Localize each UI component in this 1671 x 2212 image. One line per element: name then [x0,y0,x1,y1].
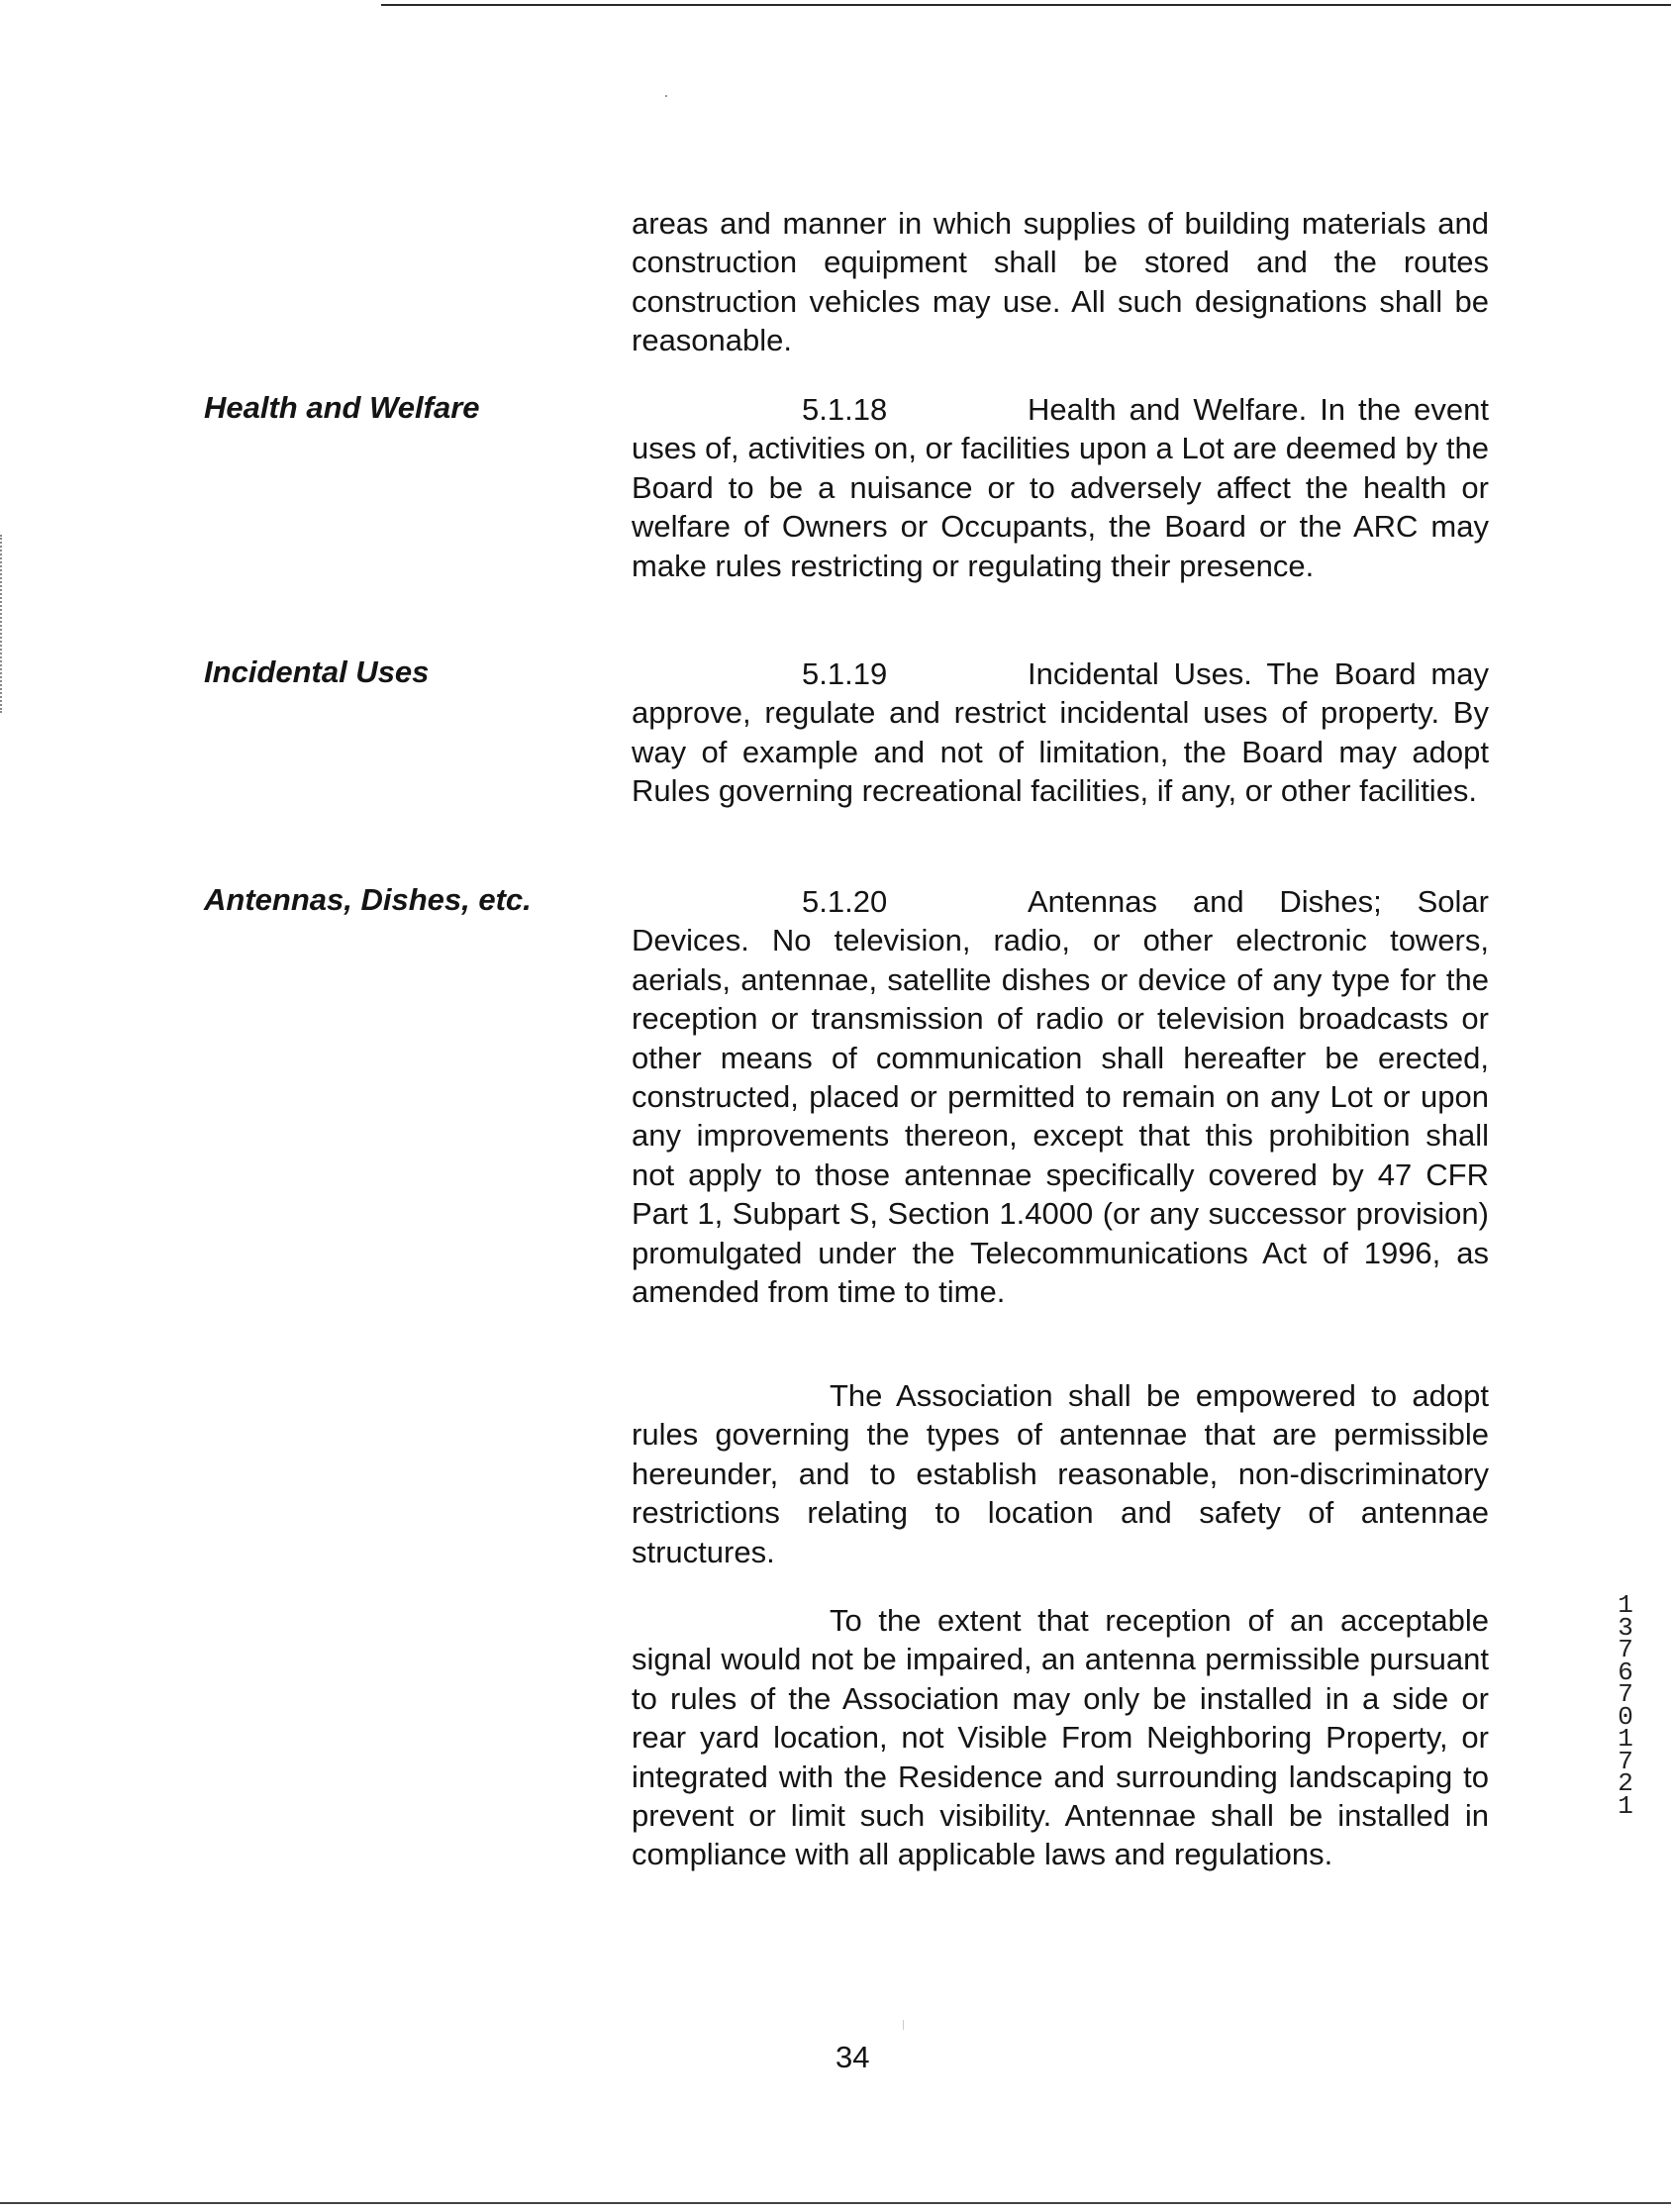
section-number: 5.1.18 [802,392,888,427]
section-text: Incidental Uses. The Board may approve, regulate and restrict incidental uses of property. By way of example and not of limitation, the Board may adopt Rules governing recreational facilities, if any, or other facilities. [632,656,1489,809]
section-text: Health and Welfare. In the event uses of, activities on, or facilities upon a Lot are deemed by the Board to be a nuisance or to adversely affect the health or welfare of Owners or Occupants, the Board or the ARC may make rules restricting or regulating their presence. [632,392,1489,583]
side-heading-incidental-uses: Incidental Uses [204,654,430,689]
section-5-1-18 [632,390,1489,585]
paragraph-text: To the extent that reception of an acceptable signal would not be impaired, an antenna permissible pursuant to rules of the Association may only be installed in a side or rear yard location, not Visible From Neighboring Property, or integrated with the Residence and surrounding landscaping to prevent or limit such visibility. Antennae shall be installed in compliance with all applicable laws and regulations. [632,1603,1489,1872]
section-number: 5.1.19 [802,656,888,691]
antenna-placement-paragraph [632,1601,1489,1874]
intro-text: areas and manner in which supplies of building materials and construction equipment shall be stored and the routes construction vehicles may use. All such designations shall be reasonable. [632,206,1489,358]
page-number: 34 [836,2040,870,2074]
association-rules-paragraph [632,1376,1489,1571]
section-text: Antennas and Dishes; Solar Devices. No television, radio, or other electronic towers, aerials, antennae, satellite dishes or device of any type for the reception or transmission of radio or television broadcasts or other means of communication shall hereafter be erected, constructed, placed or permitted to remain on any Lot or upon any improvements thereon, except that this prohibition shall not apply to those antennae specifically covered by 47 CFR Part 1, Subpart S, Section 1.4000 (or any successor provision) promulgated under the Telecommunications Act of 1996, as amended from time to time. [632,884,1489,1310]
scan-border-bottom [0,2202,1671,2204]
side-heading-health-welfare: Health and Welfare [204,390,480,425]
scan-speck [665,95,667,97]
side-heading-antennas: Antennas, Dishes, etc. [204,882,532,917]
section-number: 5.1.20 [802,884,888,919]
recording-code: 13767 01721 [1618,1590,1633,1821]
scan-mark-left [0,535,5,713]
intro-paragraph [632,204,1489,360]
scan-speck [903,2020,904,2030]
section-5-1-20 [632,882,1489,1311]
scan-border-top [381,4,1671,6]
paragraph-text: The Association shall be empowered to adopt rules governing the types of antennae that are permissible hereunder, and to establish reasonable, non-discriminatory restrictions relating to location and safety of antennae structures. [632,1378,1489,1569]
section-5-1-19 [632,654,1489,811]
